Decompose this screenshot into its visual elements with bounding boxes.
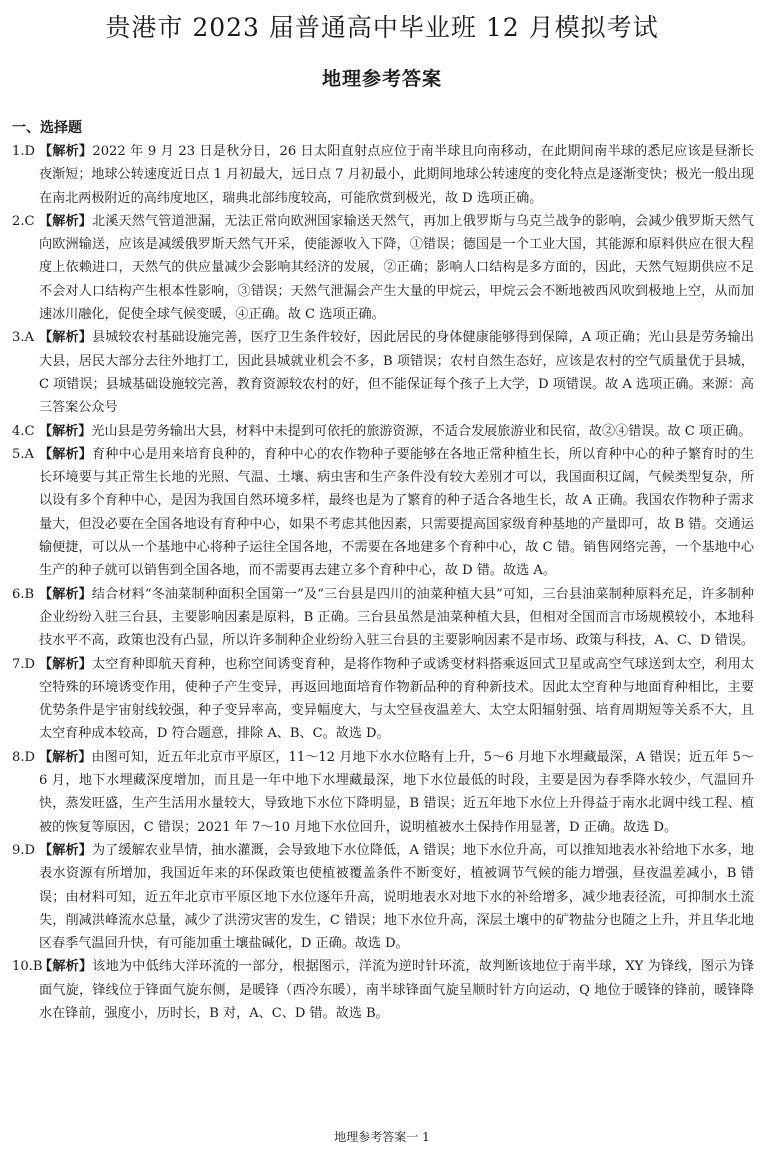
answer-list bbox=[12, 140, 754, 1025]
analysis-tag: 【解析】 bbox=[39, 446, 92, 462]
answer-item bbox=[12, 210, 754, 326]
analysis-text: 该地为中低纬大洋环流的一部分，根据图示，洋流为逆时针环流，故判断该地位于南半球，XY 为锋线，图示为锋面气旋，锋线位于锋面气旋东侧，是暖锋（西冷东暖），南半球锋面气旋呈顺时针方向运动，Q 地位于暖锋的锋前，暖锋降水在锋前，强度小，历时长，B 对，A、C、D 错。故选 B。 bbox=[39, 959, 754, 1021]
analysis-text: 由图可知，近五年北京市平原区，11～12 月地下水水位略有上升，5～6 月地下水埋藏最深，A 错误；近五年 5～6 月，地下水埋藏深度增加，而且是一年中地下水埋藏最深，地下水位最低的时段，主要是因为春季降水较少，气温回升快，蒸发旺盛，生产生活用水量较大，导致地下水位下降明显，B 错误；近五年地下水位上升得益于南水北调中线工程、植被的恢复等原因，C 错误；2021 年 7～10 月地下水位回升，说明植被水土保持作用显著，D 正确。故选 D。 bbox=[39, 749, 754, 835]
answer-item bbox=[12, 955, 754, 1025]
answer-item bbox=[12, 653, 754, 746]
question-number: 1.D bbox=[12, 144, 35, 159]
question-number: 6.B bbox=[12, 586, 35, 602]
question-number: 10.B bbox=[12, 959, 43, 975]
analysis-text: 太空育种即航天育种，也称空间诱变育种，是将作物种子或诱变材料搭乘返回式卫星或高空气球送到太空，利用太空特殊的环境诱变作用，使种子产生变异，再返回地面培育作物新品种的育种新技术。因此太空育种与地面育种相比，主要优势条件是宇宙射线较强，种子变异率高，变异幅度大，与太空昼夜温差大、太空太阳辐射强、培育周期短等关系不大，且太空育种成本较高，D 符合题意，排除 A、B、C。故选 D。 bbox=[39, 656, 755, 742]
question-number: 8.D bbox=[12, 749, 35, 765]
answer-item bbox=[12, 839, 754, 955]
question-number: 3.A bbox=[12, 330, 34, 346]
analysis-text: 光山县是劳务输出大县，材料中未提到可依托的旅游资源，不适合发展旅游业和民宿，故②④错误。故 C 项正确。 bbox=[91, 423, 752, 439]
analysis-tag: 【解析】 bbox=[39, 213, 92, 229]
analysis-text: 为了缓解农业旱情，抽水灌溉，会导致地下水位降低，A 错误；地下水位升高，可以推知地表水补给地下水多，地表水资源有所增加，我国近年来的环保政策也使植被覆盖条件不断变好，植被调节气候的能力增强，昼夜温差减小，B 错误；由材料可知，近五年北京市平原区地下水位逐年升高，说明地表水对地下水的补给增多，减少地表径流，可抑制水土流失，削减洪峰流水总量，减少了洪涝灾害的发生，C 错误；地下水位升高，深层土壤中的矿物盐分也随之上升，并且华北地区春季气温回升快，有可能加重土壤盐碱化，D 正确。故选 D。 bbox=[39, 842, 754, 952]
analysis-text: 县城较农村基础设施完善，医疗卫生条件较好，因此居民的身体健康能够得到保障，A 项正确；光山县是劳务输出大县，居民大部分去往外地打工，因此县城就业机会不多，B 项错误；农村自然生态好，应该是农村的空气质量优于县城，C 项错误；县城基础设施较完善，教育资源较农村的好，但不能保证每个孩子上大学，D 项错误。故 A 选项正确。来源：高三答案公众号 bbox=[39, 330, 754, 416]
question-number: 5.A bbox=[12, 446, 34, 462]
analysis-tag: 【解析】 bbox=[39, 959, 93, 975]
answer-item bbox=[12, 746, 754, 839]
analysis-tag: 【解析】 bbox=[39, 749, 92, 765]
answer-item bbox=[12, 326, 754, 419]
answer-item bbox=[12, 583, 754, 653]
analysis-tag: 【解析】 bbox=[39, 586, 92, 602]
analysis-text: 2022 年 9 月 23 日是秋分日，26 日太阳直射点应位于南半球且向南移动，在此期间南半球的悉尼应该是昼渐长夜渐短；地球公转速度近日点 1 月初最大，远日点 7 月初最小，此期间地球公转速度的变化特点是逐渐变快；极光一般出现在南北两极附近的高纬度地区，瑞典北部纬度较高，可能欣赏到极光，故 D 选项正确。 bbox=[39, 144, 754, 206]
question-number: 2.C bbox=[12, 213, 35, 229]
analysis-tag: 【解析】 bbox=[39, 656, 92, 672]
analysis-text: 育种中心是用来培育良种的，育种中心的农作物种子要能够在各地正常种植生长，所以育种中心的种子繁育时的生长环境要与其正常生长地的光照、气温、土壤、病虫害和生产条件没有较大差别才可以，我国面积辽阔，气候类型复杂，所以设有多个育种中心，是因为我国自然环境多样，最终也是为了繁育的种子适合各地生长，故 A 正确。我国农作物种子需求量大，但没必要在全国各地设有育种中心，如果不考虑其他因素，只需要提高国家级育种基地的产量即可，故 B 错。交通运输便捷，可以从一个基地中心将种子运往全国各地，不需要在各地建多个育种中心，故 C 错。销售网络完善，一个基地中心生产的种子就可以销售到全国各地，而不需要再去建立多个育种中心，故 D 错。故选 A。 bbox=[39, 446, 755, 579]
answer-item bbox=[12, 420, 754, 443]
analysis-tag: 【解析】 bbox=[39, 330, 92, 346]
analysis-tag: 【解析】 bbox=[39, 144, 93, 159]
question-number: 9.D bbox=[12, 842, 35, 858]
analysis-tag: 【解析】 bbox=[39, 423, 92, 439]
question-number: 4.C bbox=[12, 423, 35, 439]
analysis-text: 北溪天然气管道泄漏，无法正常向欧洲国家输送天然气，再加上俄罗斯与乌克兰战争的影响，会减少俄罗斯天然气向欧洲输送，应该是减缓俄罗斯天然气开采，使能源收入下降，①错误；德国是一个工业大国，其能源和原料供应在很大程度上依赖进口，天然气的供应量减少会影响其经济的发展，②正确；影响人口结构是多方面的，因此，天然气短期供应不足不会对人口结构产生根本性影响，③错误；天然气泄漏会产生大量的甲烷云，甲烷云会不断地被西风吹到极地上空，从而加速冰川融化，促使全球气候变暖，④正确。故 C 选项正确。 bbox=[39, 213, 755, 323]
answer-item bbox=[12, 443, 754, 583]
exam-title: 贵港市 2023 届普通高中毕业班 12 月模拟考试 bbox=[105, 13, 659, 42]
section-heading: 一、选择题 bbox=[12, 120, 82, 136]
question-number: 7.D bbox=[12, 656, 35, 672]
answer-item bbox=[12, 140, 754, 210]
page-subtitle: 地理参考答案 bbox=[321, 68, 442, 90]
analysis-text: 结合材料“冬油菜制种面积全国第一”及“三台县是四川的油菜种植大县”可知，三台县油菜制种原料充足，许多制种企业纷纷入驻三台县，主要影响因素是原料，B 正确。三台县虽然是油菜种植大县，但相对全国而言市场规模较小，本地科技水平不高，政策也没有凸显，所以许多制种企业纷纷入驻三台县的主要影响因素不是市场、政策与科技，A、C、D 错误。 bbox=[39, 586, 755, 649]
analysis-tag: 【解析】 bbox=[39, 842, 92, 858]
page-footer: 地理参考答案一 1 bbox=[334, 1130, 430, 1144]
